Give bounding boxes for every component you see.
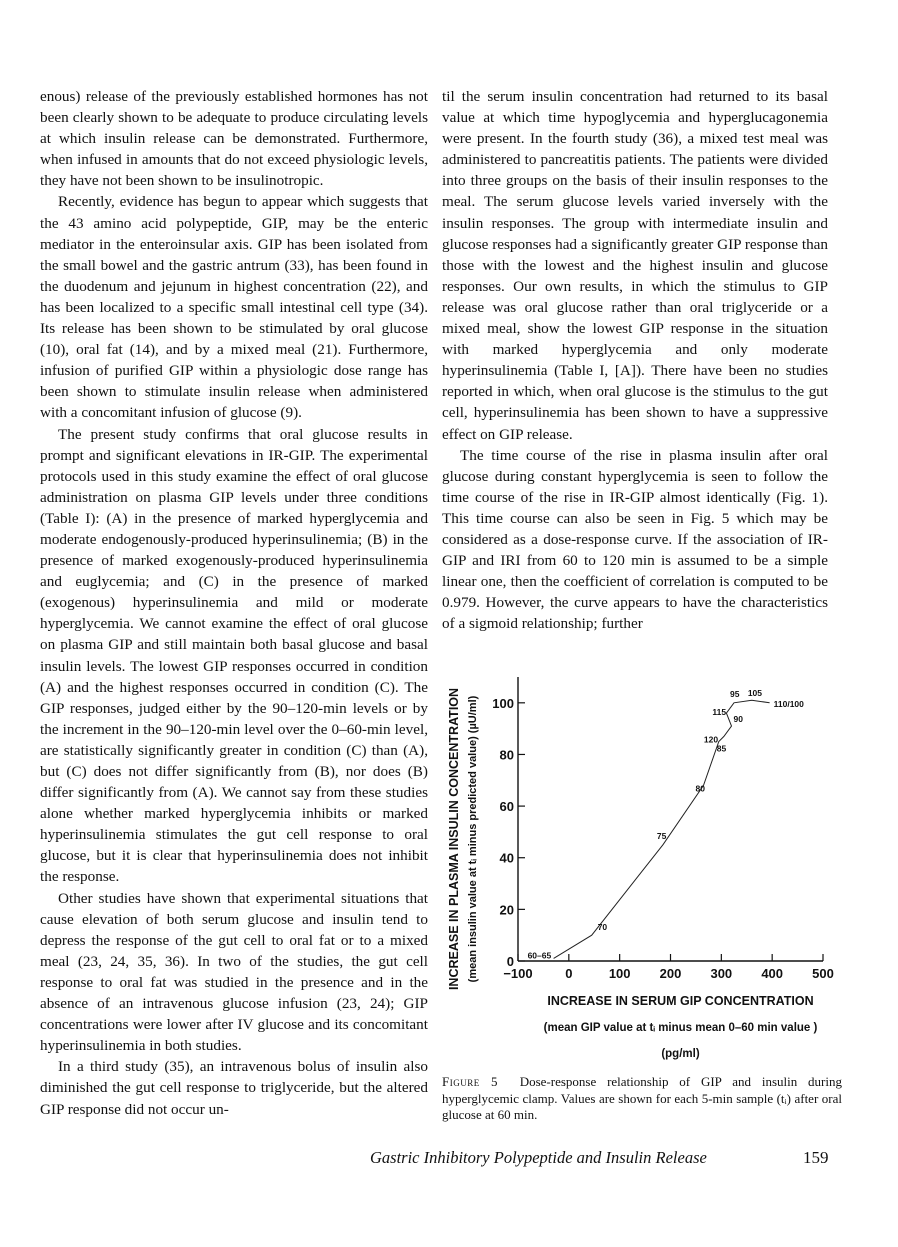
data-point-label: 105 [747, 688, 763, 699]
figure-5 [440, 645, 840, 1075]
x-tick-label: 100 [608, 966, 631, 981]
paragraph: Recently, evidence has begun to appear which suggests that the 43 amino acid polypeptide, GIP, may be the enteric mediator in the enteroinsular axis. GIP has been isolated from the small bowel and the gastric antrum (33), has been found in the duodenum and jejunum in highest concentration (22), and has been localized to a specific small intestinal cell type (34). Its release has been shown to be stimulated by oral glucose (10), oral fat (14), and by a mixed meal (21). Furthermore, infusion of purified GIP within a physiologic dose range has been shown to stimulate insulin release when administered with a concomitant infusion of glucose (9). [40, 193, 428, 422]
x-axis-unit: (pg/ml) [661, 1048, 700, 1060]
y-tick-label: 40 [499, 850, 514, 866]
x-tick-label: 400 [761, 966, 784, 981]
series-line [554, 700, 770, 958]
dose-response-chart [440, 645, 840, 1075]
chart-axes [492, 677, 834, 981]
paragraph: The time course of the rise in plasma insulin after oral glucose during constant hyperglycemia is seen to follow the time course of the rise in IR-GIP almost identically (Fig. 1). This time course can also be seen in Fig. 5 which may be considered as a dose-response curve. If the association of IR-GIP and IRI from 60 to 120 min is assumed to be a simple linear one, then the coefficient of correlation is computed to be 0.979. However, the curve appears to have the characteristics of a sigmoid relationship; further [442, 446, 828, 633]
y-tick-label: 100 [492, 695, 514, 711]
data-point-label: 90 [733, 714, 743, 725]
data-point-label: 85 [716, 743, 727, 754]
paragraph: Other studies have shown that experimental situations that cause elevation of both serum glucose and insulin tend to depress the response of the gut cell to oral fat or to a mixed meal (23, 24, 35, 36). In two of the studies, the gut cell response to oral fat was studied in the presence and in the absence of an intravenous glucose infusion (23, 24); GIP concentrations were lower after IV glucose and its concomitant hyperinsulinemia in both studies. [40, 889, 428, 1055]
y-tick-label: 0 [506, 954, 514, 969]
paragraph: til the serum insulin concentration had returned to its basal value at which time hypoglycemia and hyperglucagonemia were present. In the fourth study (36), a mixed test meal was administered to pancreatitis patients. The patients were divided into three groups on the basis of their insulin responses to the meal. The serum glucose levels varied inversely with the insulin responses. The group with intermediate insulin and glucose responses had a significantly greater GIP response than those with the lowest and the highest insulin and glucose responses. Our own results, in which the stimulus to GIP release was oral glucose rather than oral triglyceride or a mixed meal, show the lowest GIP response in the situation with marked hyperglycemia and only moderate hyperinsulinemia (Table I, [A]). There have been no studies reported in which, when oral glucose is the stimulus to the gut cell, hyperinsulinemia has been shown to have a suppressive effect on GIP release. [442, 88, 828, 443]
x-tick-label: −100 [503, 966, 533, 981]
caption-label: Figure 5 [442, 1074, 499, 1089]
paragraph: enous) release of the previously established hormones has not been clearly shown to be adequate to produce circulating levels at which insulin release can be demonstrated. Furthermore, when infused in amounts that do not exceed physiologic levels, they have not been shown to be insulinotropic. [40, 88, 428, 190]
data-point-label: 95 [730, 688, 740, 699]
y-axis-label: INCREASE IN PLASMA INSULIN CONCENTRATION [447, 687, 461, 991]
chart-marks [528, 688, 805, 960]
figure-caption [442, 1074, 842, 1124]
x-tick-label: 300 [710, 966, 733, 981]
x-axis-label: INCREASE IN SERUM GIP CONCENTRATION [547, 994, 814, 1008]
data-point-label: 80 [695, 783, 706, 794]
page-number: 159 [803, 1148, 829, 1167]
left-text-column [40, 86, 428, 1120]
x-tick-label: 500 [812, 966, 834, 981]
data-point-label: 120 [703, 734, 719, 745]
data-point-label: 75 [656, 830, 667, 841]
y-axis-sublabel: (mean insulin value at tᵢ minus predicted value) (µU/ml) [467, 695, 479, 983]
data-point-label: 70 [597, 922, 608, 933]
y-tick-label: 60 [499, 799, 514, 815]
data-point-label: 60–65 [527, 950, 552, 961]
x-axis-sublabel: (mean GIP value at tᵢ minus mean 0–60 min value ) [543, 1022, 818, 1034]
paragraph: The present study confirms that oral glucose results in prompt and significant elevations in IR-GIP. The experimental protocols used in this study examine the effect of oral glucose administration on plasma GIP levels under three conditions (Table I): (A) in the presence of marked hyperglycemia and moderate endogenously-produced hyperinsulinemia; (B) in the presence of marked exogenously-produced hyperinsulinemia and euglycemia; and (C) in the presence of marked (exogenous) hyperinsulinemia and mild or moderate hyperglycemia. We cannot examine the effect of oral glucose on plasma GIP and still maintain both basal glucose and basal insulin levels. The lowest GIP responses occurred in condition (A) and the highest responses occurred in condition (C). The GIP responses, judged either by the 90–120-min levels or by the increment in the 90–120-min level over the 0–60-min level, are statistically significantly greater in condition (C) than (A), but (C) does not differ significantly from (B), nor does (B) differ significantly from (A). We cannot say from these studies alone whether marked hyperglycemia inhibits or marked hyperinsulinemia stimulates the gut cell response to oral glucose, but it is clear that hyperinsulinemia does not inhibit the response. [40, 425, 428, 886]
running-head: Gastric Inhibitory Polypeptide and Insulin Release [370, 1148, 707, 1167]
y-tick-label: 20 [499, 902, 514, 918]
x-tick-label: 200 [659, 966, 682, 981]
data-point-label: 115 [712, 707, 727, 718]
y-tick-label: 80 [499, 747, 514, 763]
x-tick-label: 0 [565, 966, 573, 981]
right-text-column [442, 86, 828, 634]
caption-text: Dose-response relationship of GIP and insulin during hyperglycemic clamp. Values are shown for each 5-min sample (tᵢ) after oral glucose at 60 min. [442, 1074, 842, 1122]
paragraph: In a third study (35), an intravenous bolus of insulin also diminished the gut cell response to triglyceride, but the altered GIP response did not occur un- [40, 1058, 428, 1118]
data-point-label: 110/100 [773, 698, 804, 709]
